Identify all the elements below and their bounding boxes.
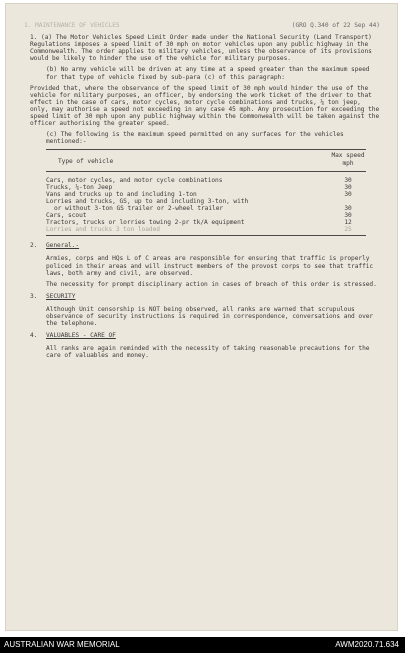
vehicle-type-cell: Cars, motor cycles, and motor cycle combinations xyxy=(46,176,223,184)
header-reference: (GRO Q.340 of 22 Sep 44) xyxy=(291,22,380,29)
para-1b: (b) No army vehicle will be driven at any time at a speed greater than the maximum speed for that type of vehicle fixed by sub-para (c) of this paragraph: xyxy=(46,66,370,81)
vehicle-type-cell: Cars, scout xyxy=(46,212,87,220)
security-para: Although Unit censorship is NOT being observed, all ranks are warned that scrupulous observance of security instructions is required in correspondence, conversations and over the telephone. xyxy=(46,305,374,328)
vehicle-type-cell: Lorries and trucks, GS, up to and including 3-ton, with xyxy=(46,197,249,205)
para-1a: 1. (a) The Motor Vehicles Speed Limit Order made under the National Security (Land Transport) Regulations imposes a speed limit of 30 mph on motor vehicles upon any public highway in the Commonwealth. The order applies to military vehicles, unless the observance of its provisions would be likely to hinder the use of the vehicle for military purposes. xyxy=(30,34,372,63)
vehicle-type-cell: Tractors, trucks or lorries towing 2-pr tk/A equipment xyxy=(46,219,245,227)
table-row xyxy=(46,226,366,233)
table-row xyxy=(46,212,366,219)
valuables-para: All ranks are again reminded with the necessity of taking reasonable precautions for the care of valuables and money. xyxy=(46,345,370,360)
vehicle-type-cell: or without 3-ton GS trailer or 2-wheel trailer xyxy=(54,204,224,212)
section-number: 2. xyxy=(30,242,38,250)
archive-reference: AWM2020.71.634 xyxy=(335,640,399,649)
document-sheet xyxy=(5,3,398,631)
vehicle-type-cell: Lorries and trucks 3 ton loaded xyxy=(46,226,160,234)
document-body xyxy=(24,22,380,363)
header-vehicle-type: Type of vehicle xyxy=(58,158,114,166)
section-security xyxy=(30,293,380,327)
max-speed-cell: 25 xyxy=(344,226,352,234)
table-row xyxy=(46,219,366,226)
speed-table-header xyxy=(46,150,366,171)
para-1b-proviso: Provided that, where the observance of the speed limit of 30 mph would hinder the use of the vehicle for military purposes, an officer, by endorsing the work ticket of the driver to that effect in the case of cars, motor cycles, motor cycle combinations and trucks, ¼ ton jeep, only, may authorise a speed not exceeding in any case 45 mph. Any prosecution for exceeding the speed limit of 30 mph upon any public highway within the Commonwealth will be taken against the officer authorising the greater speed. xyxy=(30,84,380,128)
document-header xyxy=(24,22,380,29)
max-speed-cell: 30 xyxy=(344,190,352,198)
table-row xyxy=(46,184,366,191)
header-title: 1. MAINTENANCE OF VEHICLES xyxy=(24,22,120,29)
general-para-1: Armies, corps and HQs L of C areas are responsible for ensuring that traffic is properly policed in their areas and will instruct members of the provost corps to see that traffic laws, both army and civil, are observed. xyxy=(46,255,374,277)
archive-footer xyxy=(0,637,405,653)
section-general xyxy=(30,242,380,287)
section-number: 4. xyxy=(30,332,38,340)
max-speed-cell xyxy=(330,198,366,205)
section-valuables xyxy=(30,332,380,359)
speed-table-body xyxy=(46,172,366,236)
header-max-speed: Max speed mph xyxy=(331,152,365,167)
section-title: VALUABLES - CARE OF xyxy=(46,332,116,340)
table-row xyxy=(46,198,366,205)
section-title: General.- xyxy=(46,242,80,250)
max-speed-cell: 30 xyxy=(344,204,352,212)
table-row xyxy=(46,177,366,184)
archive-name: AUSTRALIAN WAR MEMORIAL xyxy=(4,640,120,649)
vehicle-type-cell: Vans and trucks up to and including 1-ton xyxy=(46,190,197,198)
section-number: 3. xyxy=(30,292,38,300)
table-row xyxy=(46,205,366,212)
speed-table xyxy=(46,149,366,236)
table-row xyxy=(46,191,366,198)
general-para-2: The necessity for prompt disciplinary action in cases of breach of this order is stressed. xyxy=(46,280,377,288)
max-speed-cell: 30 xyxy=(344,176,352,184)
max-speed-cell: 30 xyxy=(344,183,352,191)
para-1c: (c) The following is the maximum speed permitted on any surfaces for the vehicles mentioned:- xyxy=(46,131,344,146)
vehicle-type-cell: Trucks, ¼-ton Jeep xyxy=(46,183,113,191)
section-title: SECURITY xyxy=(46,292,76,300)
max-speed-cell: 30 xyxy=(344,212,352,220)
max-speed-cell: 12 xyxy=(344,219,352,227)
